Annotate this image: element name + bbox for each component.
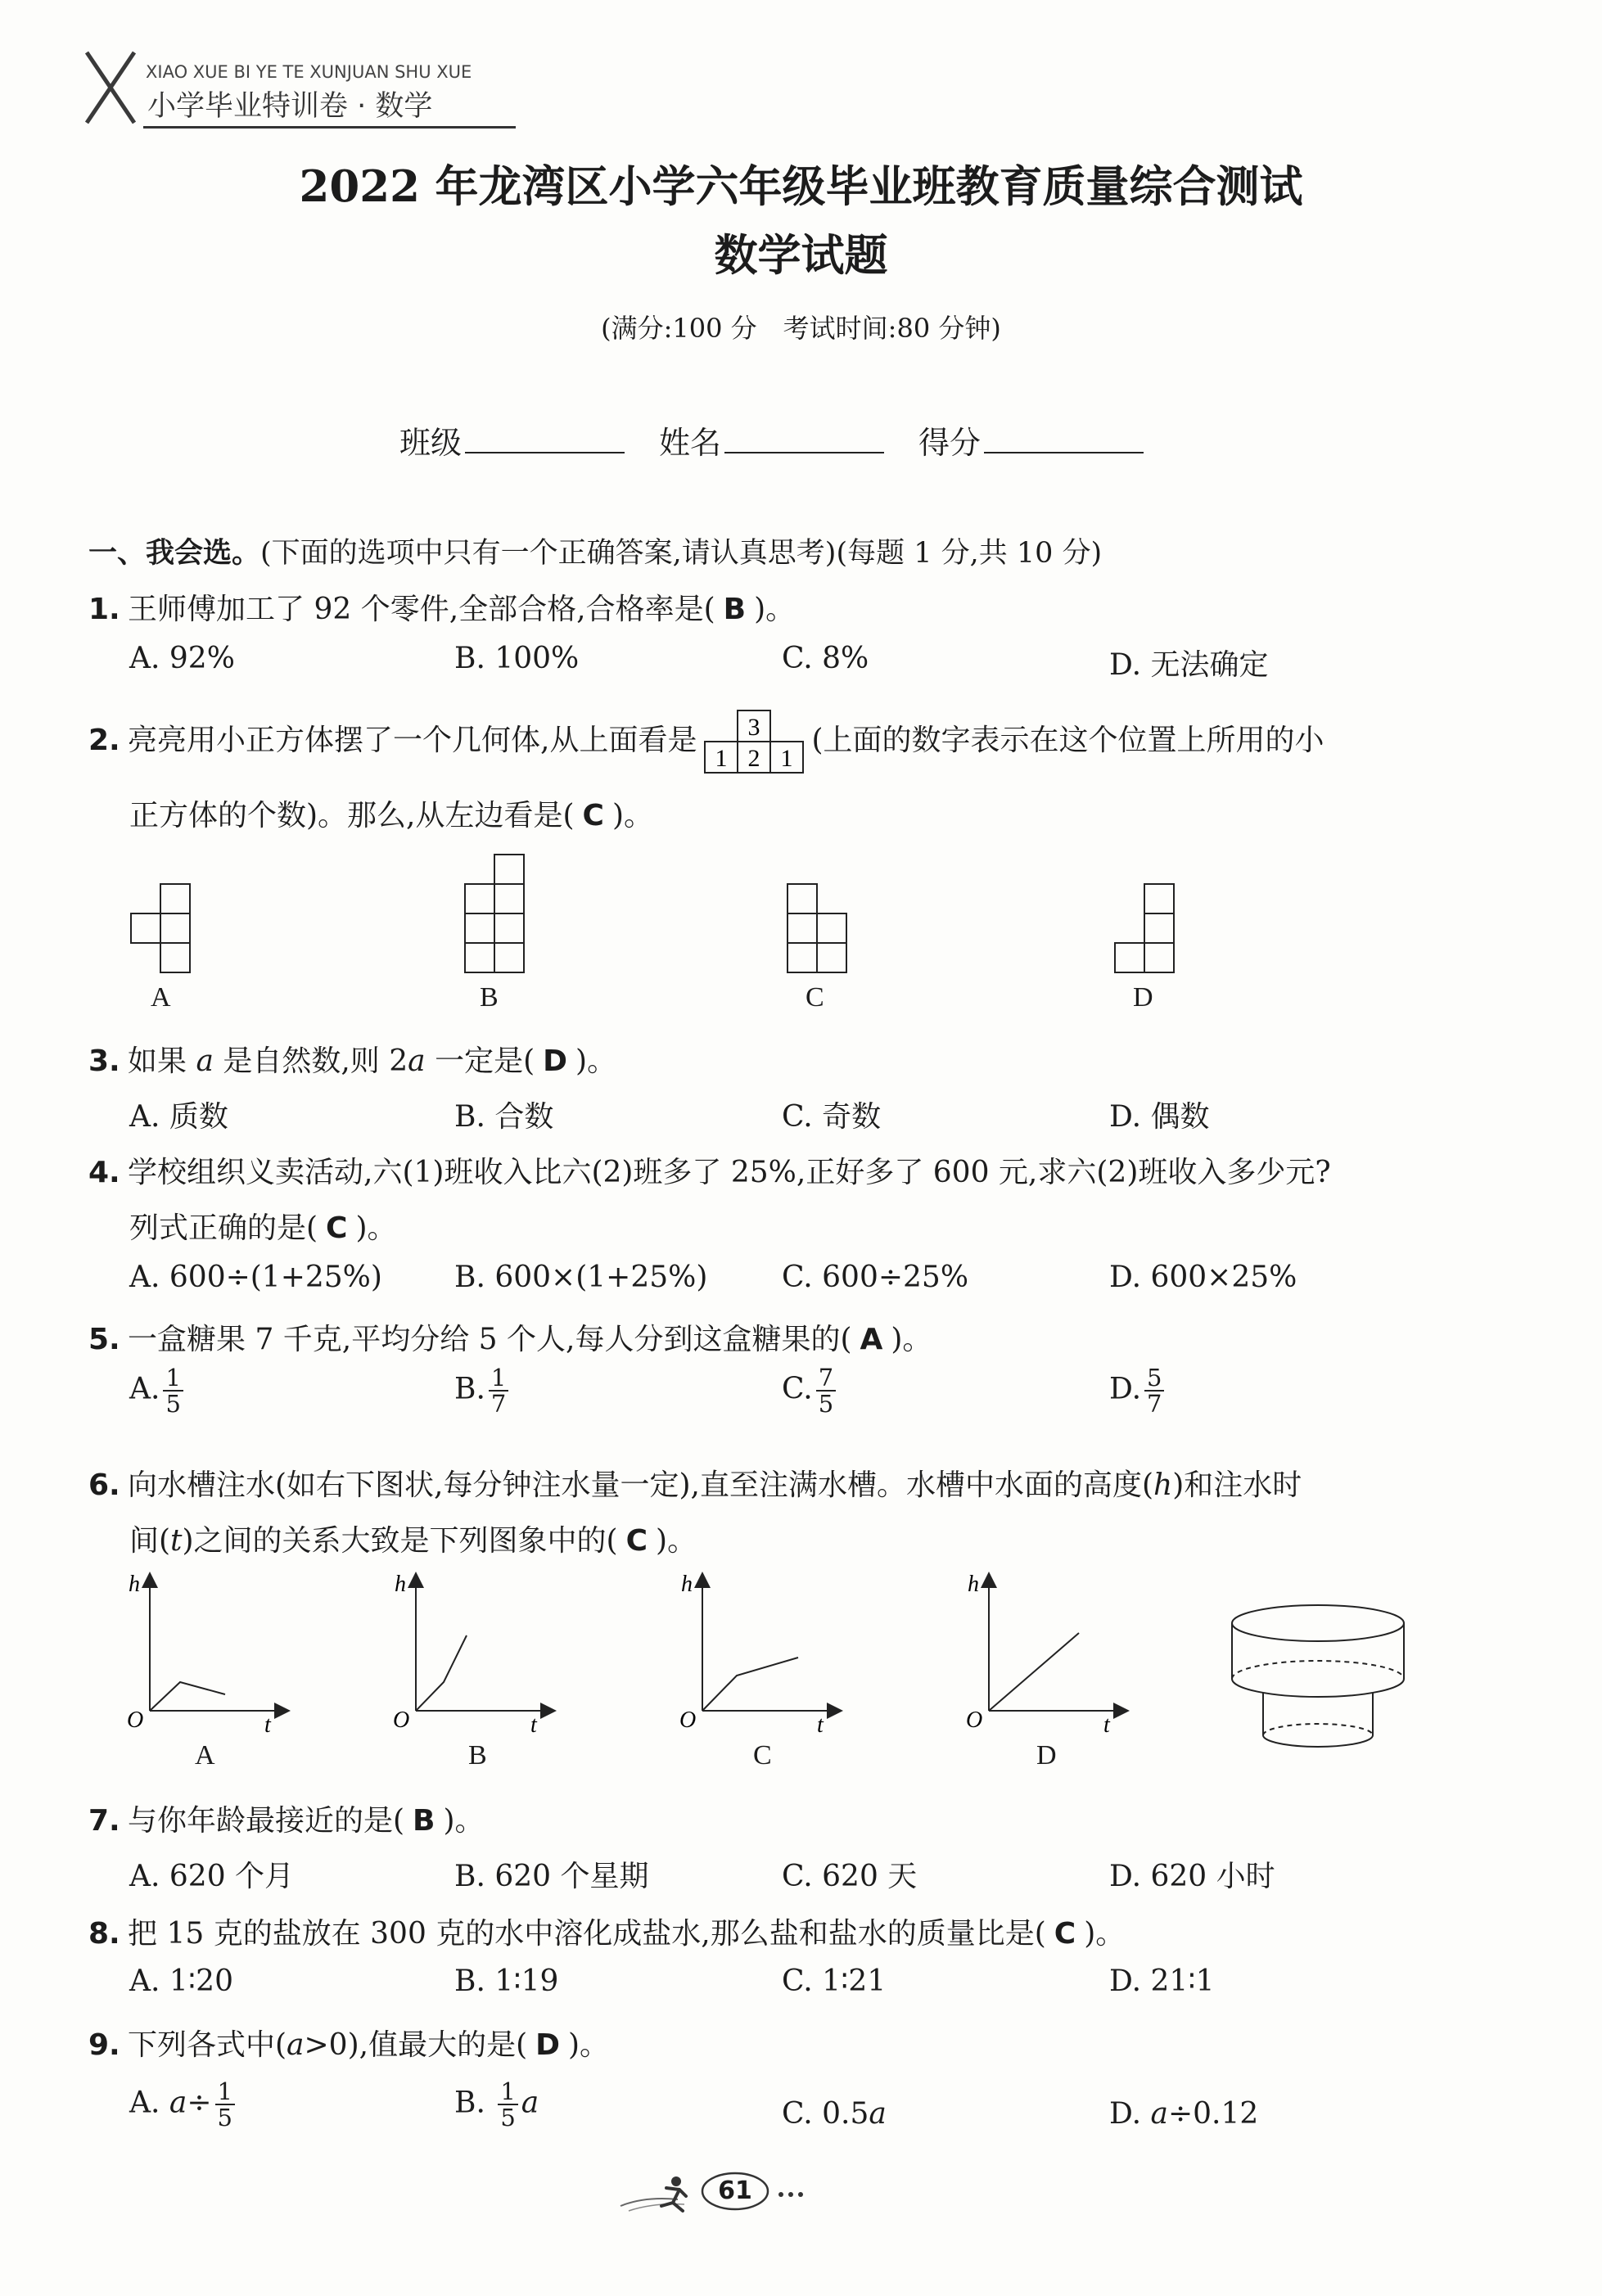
fraction-numerator: 7	[816, 1365, 836, 1392]
variable-a: a	[869, 2097, 887, 2131]
name-field[interactable]	[659, 417, 884, 462]
fraction	[816, 1365, 836, 1417]
top-view-digit-middle: 2	[747, 745, 760, 772]
axis-t-label: t	[817, 1712, 824, 1735]
question-6	[88, 1462, 1302, 1504]
question-7	[88, 1798, 485, 1839]
axis-h-label: h	[395, 1572, 406, 1597]
variable-h: h	[1153, 1468, 1173, 1502]
variable-t: t	[170, 1524, 183, 1558]
q4-option-c[interactable]: C. 600÷25%	[782, 1261, 969, 1294]
q2-option-a-figure[interactable]	[123, 876, 213, 982]
q1-option-b[interactable]: B. 100%	[454, 642, 580, 675]
origin-label: O	[393, 1707, 410, 1733]
option-label: D.	[1109, 1372, 1142, 1406]
option-label: A.	[129, 1372, 160, 1406]
q6-option-c-label[interactable]: C	[753, 1740, 772, 1770]
variable-a: a	[1150, 2097, 1168, 2131]
q5-option-b[interactable]	[454, 1365, 512, 1417]
variable-a: a	[408, 1044, 426, 1078]
fraction-denominator: 5	[818, 1390, 834, 1419]
option-label: C.	[782, 1372, 813, 1406]
question-text: 王师傅加工了 92 个零件,全部合格,合格率是(	[128, 593, 715, 626]
question-4-line2	[129, 1205, 397, 1247]
q6-graph-a[interactable]	[119, 1572, 299, 1735]
water-tank-figure	[1224, 1600, 1412, 1756]
q4-option-d[interactable]: D. 600×25%	[1109, 1261, 1297, 1294]
question-9	[88, 2022, 609, 2064]
option-label: A.	[129, 2086, 169, 2120]
option-label: B.	[454, 1372, 485, 1406]
question-6-line2	[129, 1518, 697, 1559]
fraction	[215, 2079, 235, 2131]
q7-option-c[interactable]: C. 620 天	[782, 1860, 918, 1893]
question-2-line2	[129, 792, 653, 834]
q7-option-d[interactable]: D. 620 小时	[1109, 1860, 1275, 1893]
q6-graph-c[interactable]	[671, 1572, 851, 1735]
question-number: 7.	[88, 1804, 120, 1838]
operator: ÷	[187, 2086, 212, 2120]
question-number: 4.	[88, 1156, 120, 1189]
variable-a: a	[287, 2028, 305, 2062]
q2-option-c-figure[interactable]	[778, 876, 868, 982]
fraction-numerator: 1	[498, 2079, 517, 2105]
question-text: 亮亮用小正方体摆了一个几何体,从上面看是	[128, 724, 697, 757]
q4-option-b[interactable]: B. 600×(1+25%)	[454, 1261, 708, 1294]
top-view-figure	[698, 714, 810, 771]
q9-option-c[interactable]	[782, 2097, 887, 2131]
fraction	[1144, 1365, 1164, 1417]
exam-title: 2022 年龙湾区小学六年级毕业班教育质量综合测试	[299, 161, 1303, 212]
variable-a: a	[196, 1044, 214, 1078]
q9-option-d[interactable]	[1109, 2097, 1258, 2131]
option-rest: ÷0.12	[1167, 2097, 1259, 2131]
answer: C	[1054, 1917, 1076, 1951]
answer: C	[582, 799, 604, 832]
q5-option-a[interactable]	[129, 1365, 187, 1417]
question-4	[88, 1149, 1331, 1191]
question-close: )。	[443, 1804, 485, 1838]
score-blank[interactable]	[984, 427, 1144, 453]
question-text: 正方体的个数)。那么,从左边看是(	[129, 799, 575, 832]
question-close: )。	[1084, 1917, 1126, 1951]
fraction-numerator: 1	[489, 1365, 508, 1392]
question-text: 如果	[128, 1044, 196, 1078]
question-text: 一盒糖果 7 千克,平均分给 5 个人,每人分到这盒糖果的(	[128, 1323, 852, 1356]
q8-option-a[interactable]: A. 1∶20	[129, 1964, 233, 1998]
question-text: 与你年龄最接近的是(	[128, 1804, 405, 1838]
question-close: )。	[656, 1524, 697, 1558]
answer: C	[625, 1524, 648, 1558]
header-divider	[143, 126, 516, 129]
answer: C	[326, 1211, 348, 1245]
question-close: )。	[568, 2028, 610, 2062]
question-number: 6.	[88, 1468, 120, 1502]
q7-option-a[interactable]: A. 620 个月	[129, 1860, 295, 1893]
answer: D	[543, 1044, 568, 1078]
question-close: )。	[575, 1044, 617, 1078]
q1-option-c[interactable]: C. 8%	[782, 642, 869, 675]
fraction	[163, 1365, 183, 1417]
question-number: 8.	[88, 1917, 120, 1951]
fraction	[489, 1365, 508, 1417]
q1-option-d[interactable]: D. 无法确定	[1109, 648, 1269, 682]
name-blank[interactable]	[724, 427, 884, 453]
q6-graph-d[interactable]	[958, 1572, 1138, 1735]
runner-icon	[620, 2176, 686, 2211]
score-field[interactable]	[918, 417, 1144, 462]
axis-t-label: t	[264, 1712, 271, 1735]
question-text: )和注水时	[1172, 1468, 1302, 1502]
section-title: 一、我会选。	[88, 537, 261, 570]
question-text: 下列各式中(	[128, 2028, 287, 2062]
q2-option-d-label[interactable]: D	[1133, 982, 1153, 1013]
q2-option-b-figure[interactable]	[450, 851, 540, 982]
question-number: 1.	[88, 593, 120, 626]
q8-option-c[interactable]: C. 1∶21	[782, 1964, 887, 1998]
fraction	[498, 2079, 517, 2131]
series-logo-icon	[82, 49, 139, 127]
question-text: 把 15 克的盐放在 300 克的水中溶化成盐水,那么盐和盐水的质量比是(	[128, 1917, 1046, 1951]
class-field[interactable]	[399, 417, 625, 462]
q4-option-a[interactable]: A. 600÷(1+25%)	[129, 1261, 382, 1294]
question-8	[88, 1910, 1125, 1952]
question-number: 2.	[88, 724, 120, 757]
question-1	[88, 586, 795, 628]
q2-option-b-label[interactable]: B	[480, 982, 499, 1013]
class-blank[interactable]	[465, 427, 625, 453]
question-close: )。	[355, 1211, 397, 1245]
origin-label: O	[966, 1707, 983, 1733]
q1-option-a[interactable]: A. 92%	[129, 642, 235, 675]
top-view-digit-left: 1	[715, 745, 728, 772]
top-view-digit-top: 3	[747, 714, 760, 741]
class-label: 班级	[399, 425, 463, 461]
exam-meta: (满分:100 分 考试时间:80 分钟)	[601, 313, 1001, 344]
q6-option-a-label[interactable]: A	[195, 1740, 215, 1770]
question-close: )。	[891, 1323, 932, 1356]
fraction-denominator: 5	[165, 1390, 181, 1419]
top-view-digit-right: 1	[780, 745, 793, 772]
answer: A	[860, 1323, 883, 1356]
origin-label: O	[679, 1707, 697, 1733]
exam-subtitle: 数学试题	[714, 230, 888, 281]
fraction-denominator: 7	[490, 1390, 507, 1419]
question-text: )之间的关系大致是下列图象中的(	[182, 1524, 618, 1558]
question-number: 5.	[88, 1323, 120, 1356]
fraction-denominator: 5	[217, 2104, 232, 2132]
answer: D	[535, 2028, 561, 2062]
fraction-numerator: 1	[215, 2079, 235, 2105]
question-text: 列式正确的是(	[129, 1211, 318, 1245]
axis-t-label: t	[530, 1712, 537, 1735]
variable-a: a	[169, 2086, 187, 2120]
q3-option-c[interactable]: C. 奇数	[782, 1100, 882, 1134]
q2-option-a-label[interactable]: A	[151, 982, 171, 1013]
q8-option-b[interactable]: B. 1∶19	[454, 1964, 559, 1998]
series-pinyin: XIAO XUE BI YE TE XUNJUAN SHU XUE	[146, 62, 472, 82]
fraction-numerator: 5	[1144, 1365, 1164, 1392]
q3-option-d[interactable]: D. 偶数	[1109, 1100, 1210, 1134]
option-label: B.	[454, 2086, 495, 2120]
q8-option-d[interactable]: D. 21∶1	[1109, 1964, 1215, 1998]
fraction-numerator: 1	[163, 1365, 183, 1392]
question-3	[88, 1038, 616, 1080]
score-label: 得分	[918, 425, 982, 461]
question-close: )。	[611, 799, 654, 832]
option-label: D.	[1109, 2097, 1151, 2131]
question-number: 3.	[88, 1044, 120, 1078]
q6-option-b-label[interactable]: B	[468, 1740, 487, 1770]
answer: B	[413, 1804, 435, 1838]
q3-option-b[interactable]: B. 合数	[454, 1100, 554, 1134]
q6-option-d-label[interactable]: D	[1036, 1740, 1057, 1770]
question-number: 9.	[88, 2028, 120, 2062]
question-5	[88, 1316, 932, 1358]
axis-h-label: h	[681, 1572, 693, 1597]
name-label: 姓名	[659, 425, 722, 461]
question-text: 间(	[129, 1524, 171, 1558]
question-text: 学校组织义卖活动,六(1)班收入比六(2)班多了 25%,正好多了 600 元,求六(2)班收入多少元?	[128, 1156, 1331, 1189]
fraction-denominator: 5	[500, 2104, 516, 2132]
question-text: 一定是(	[425, 1044, 535, 1078]
option-label: C. 0.5	[782, 2097, 869, 2131]
axis-h-label: h	[968, 1572, 979, 1597]
question-text: 向水槽注水(如右下图状,每分钟注水量一定),直至注满水槽。水槽中水面的高度(	[128, 1468, 1154, 1502]
question-text: >0),值最大的是(	[304, 2028, 528, 2062]
section-instruction: (下面的选项中只有一个正确答案,请认真思考)(每题 1 分,共 10 分)	[260, 537, 1103, 570]
page-number: 61	[718, 2176, 752, 2205]
variable-a: a	[521, 2086, 539, 2120]
q3-option-a[interactable]: A. 质数	[129, 1100, 228, 1134]
section-heading	[88, 530, 1102, 571]
q2-option-d-figure[interactable]	[1105, 876, 1195, 982]
question-2	[88, 714, 1324, 771]
question-text: 是自然数,则 2	[213, 1044, 408, 1078]
series-title: 小学毕业特训卷 · 数学	[147, 90, 433, 123]
question-text-cont: (上面的数字表示在这个位置上所用的小	[811, 724, 1324, 757]
q2-option-c-label[interactable]: C	[806, 982, 824, 1013]
origin-label: O	[127, 1707, 144, 1733]
axis-h-label: h	[129, 1572, 140, 1597]
q5-option-d[interactable]	[1109, 1365, 1167, 1417]
q6-graph-b[interactable]	[385, 1572, 565, 1735]
q7-option-b[interactable]: B. 620 个星期	[454, 1860, 649, 1893]
question-close: )。	[754, 593, 796, 626]
answer: B	[723, 593, 747, 626]
fraction-denominator: 7	[1147, 1390, 1162, 1419]
q5-option-c[interactable]	[782, 1365, 839, 1417]
page-footer	[612, 2163, 833, 2221]
axis-t-label: t	[1103, 1712, 1110, 1735]
q9-option-a[interactable]	[129, 2079, 238, 2131]
q9-option-b[interactable]	[454, 2079, 539, 2131]
